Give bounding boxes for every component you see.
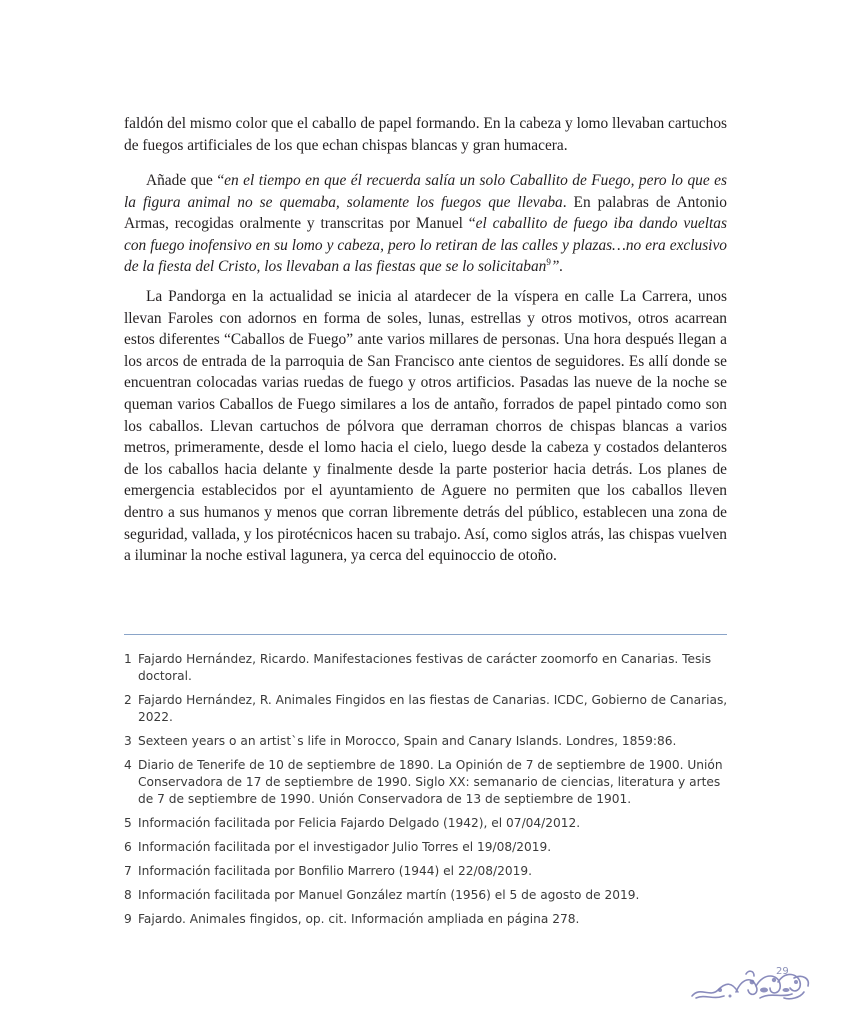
footnote-text: Fajardo. Animales fingidos, op. cit. Información ampliada en página 278. — [138, 912, 580, 926]
footnote-number: 9 — [124, 912, 132, 926]
paragraph-2-quote-close: ”. — [550, 258, 564, 276]
footnote-item — [124, 815, 732, 832]
footnote-text: Fajardo Hernández, Ricardo. Manifestaciones festivas de carácter zoomorfo en Canarias. Tesis doctoral. — [138, 652, 712, 683]
footnote-text: Información facilitada por Bonfilio Marrero (1944) el 22/08/2019. — [138, 864, 533, 878]
footnote-text: Información facilitada por Manuel González martín (1956) el 5 de agosto de 2019. — [138, 888, 640, 902]
footnote-number: 1 — [124, 652, 132, 666]
footnote-number: 7 — [124, 864, 132, 878]
footnote-number: 2 — [124, 693, 132, 707]
paragraph-2-quote-2: el caballito de fuego iba dando vueltas con fuego inofensivo en su lomo y cabeza, pero lo retiran de las calles y plazas…no era exclusivo de la fiesta del Cristo, los llevaban a las fiestas que se lo solicitaban — [124, 215, 727, 276]
footnote-number: 4 — [124, 758, 132, 772]
footnote-separator — [124, 634, 727, 635]
footnote-item — [124, 863, 732, 880]
paragraph-2-text-1: Añade que “ — [146, 172, 225, 189]
footnote-text: Fajardo Hernández, R. Animales Fingidos en las fiestas de Canarias. ICDC, Gobierno de Canarias, 2022. — [138, 693, 728, 724]
footnote-list — [124, 651, 732, 935]
footnote-item — [124, 911, 732, 928]
footnote-item — [124, 733, 732, 750]
paragraph-1: faldón del mismo color que el caballo de papel formando. En la cabeza y lomo llevaban cartuchos de fuegos artificiales de los que echan chispas blancas y gran humacera. — [124, 115, 728, 154]
paragraph-3: La Pandorga en la actualidad se inicia al atardecer de la víspera en calle La Carrera, unos llevan Faroles con adornos en forma de soles, lunas, estrellas y otros motivos, otros acarrean estos diferentes “Caballos de Fuego” ante varios millares de personas. Una hora después llegan a los arcos de entrada de la parroquia de San Francisco ante cientos de seguidores. Es allí donde se encuentran colocadas varias ruedas de fuego y otros artificios. Pasadas las nueve de la noche se queman varios Caballos de Fuego similares a los de antaño, forrados de papel pintado como son los caballos. Llevan cartuchos de pólvora que derraman chorros de chispas blancas a varios metros, primeramente, desde el lomo hacia el cielo, luego desde la cabeza y costados delanteros de los caballos hacia delante y finalmente desde la parte posterior hacia detrás. Los planes de emergencia establecidos por el ayuntamiento de Aguere no permiten que los caballos lleven dentro a sus humanos y menos que corran libremente detrás del público, establecen una zona de seguridad, vallada, y los pirotécnicos hacen su trabajo. Así, como siglos atrás, las chispas vuelven a iluminar la noche estival lagunera, ya cerca del equinoccio de otoño. — [124, 288, 727, 565]
footnote-number: 6 — [124, 840, 132, 854]
footnote-item — [124, 692, 732, 726]
paragraph-2-text-2: . En palabras de Antonio Armas, recogidas oralmente y transcritas por Manuel “ — [124, 193, 727, 233]
paragraph-2-quote-1: en el tiempo en que él recuerda salía un solo Caballito de Fuego, pero lo que es la figura animal no se quemaba, solamente los fuegos que llevaba — [124, 172, 727, 211]
footnote-item — [124, 887, 732, 904]
footnote-text: Información facilitada por Felicia Fajardo Delgado (1942), el 07/04/2012. — [138, 816, 581, 830]
footnote-text: Información facilitada por el investigador Julio Torres el 19/08/2019. — [138, 840, 552, 854]
footnote-text: Diario de Tenerife de 10 de septiembre de 1890. La Opinión de 7 de septiembre de 1900. Unión Conservadora de 17 de septiembre de 1990. Siglo XX: semanario de ciencias, literatura y artes de 7 de septiembre de 1990. Unión Conservadora de 13 de septiembre de 1901. — [138, 758, 723, 806]
ornament-flourish-icon — [690, 968, 812, 1002]
footnote-text: Sexteen years o an artist`s life in Morocco, Spain and Canary Islands. Londres, 1859:86. — [138, 734, 677, 748]
footnote-number: 3 — [124, 734, 132, 748]
paragraph-2 — [124, 170, 727, 278]
page-number: 29 — [776, 966, 789, 977]
footnote-number: 5 — [124, 816, 132, 830]
footnote-reference-9: 9 — [546, 257, 551, 268]
footnote-item — [124, 839, 732, 856]
footnote-item — [124, 757, 732, 808]
footnote-item — [124, 651, 732, 685]
footnote-number: 8 — [124, 888, 132, 902]
